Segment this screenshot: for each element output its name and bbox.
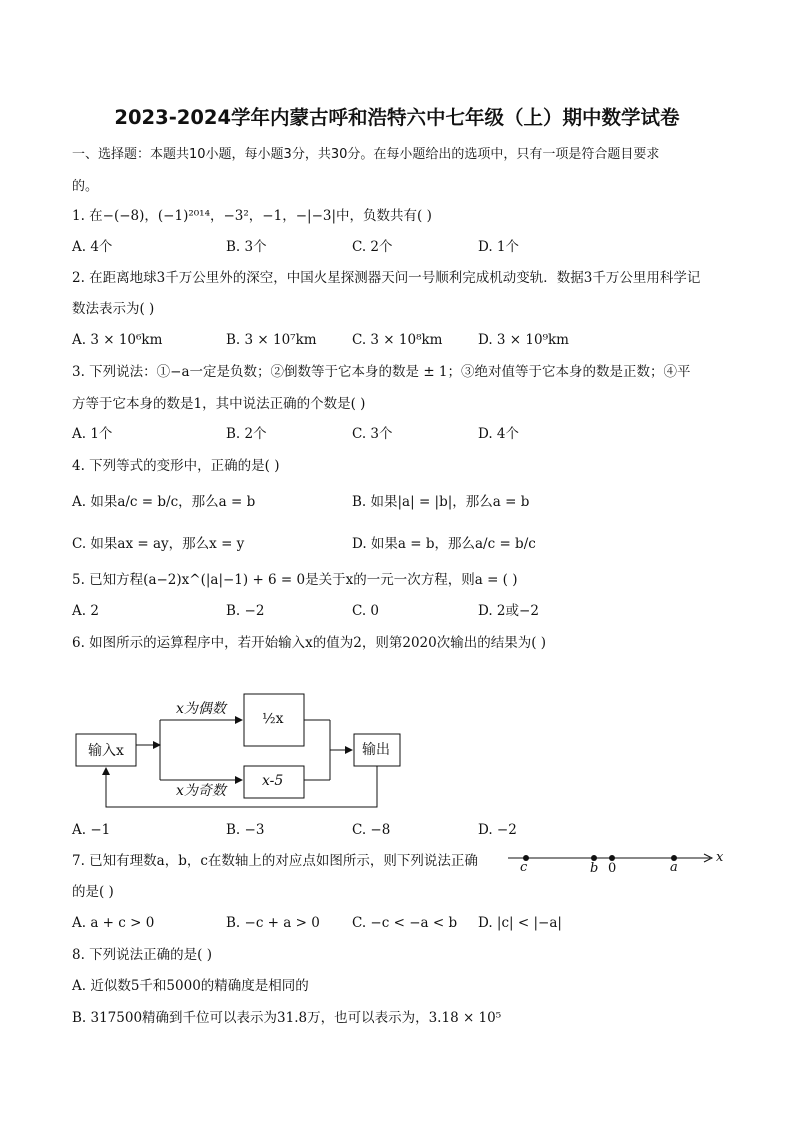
odd-box-text: x-5 bbox=[262, 773, 284, 789]
label-x: x bbox=[716, 850, 724, 865]
q5-stem: 5. 已知方程(a−2)x^(|a|−1) + 6 = 0是关于x的一元一次方程，则a = ( ) bbox=[72, 572, 518, 588]
number-line bbox=[500, 846, 740, 882]
q7-option-c[interactable]: C. −c < −a < b bbox=[352, 915, 458, 931]
q7-stem-cont: 的是( ) bbox=[72, 884, 114, 900]
arrow-loop bbox=[106, 766, 377, 807]
q5-option-b[interactable]: B. −2 bbox=[226, 603, 265, 619]
q8-option-b[interactable]: B. 317500精确到千位可以表示为31.8万，也可以表示为，3.18 × 10⁵ bbox=[72, 1010, 502, 1026]
q1-stem: 1. 在−(−8)，(−1)²⁰¹⁴，−3²，−1，−|−3|中，负数共有( ) bbox=[72, 208, 432, 224]
q4-option-c[interactable]: C. 如果ax = ay，那么x = y bbox=[72, 536, 245, 552]
q8-stem: 8. 下列说法正确的是( ) bbox=[72, 947, 212, 963]
q1-option-b[interactable]: B. 3个 bbox=[226, 239, 267, 255]
q6-stem: 6. 如图所示的运算程序中，若开始输入x的值为2，则第2020次输出的结果为( ) bbox=[72, 635, 547, 651]
label-b: b bbox=[590, 861, 599, 876]
output-label: 输出 bbox=[362, 742, 390, 758]
q2-option-c[interactable]: C. 3 × 10⁸km bbox=[352, 332, 443, 348]
q2-stem: 2. 在距离地球3千万公里外的深空，中国火星探测器天问一号顺利完成机动变轨．数据3千万公里用科学记 bbox=[72, 270, 701, 286]
q1-option-d[interactable]: D. 1个 bbox=[478, 239, 520, 255]
q4-option-d[interactable]: D. 如果a = b，那么a/c = b/c bbox=[352, 536, 536, 552]
q2-stem-cont: 数法表示为( ) bbox=[72, 301, 155, 317]
q6-option-d[interactable]: D. −2 bbox=[478, 822, 517, 838]
q2-option-b[interactable]: B. 3 × 10⁷km bbox=[226, 332, 317, 348]
q6-option-a[interactable]: A. −1 bbox=[72, 822, 111, 838]
q7-option-a[interactable]: A. a + c > 0 bbox=[72, 915, 155, 931]
q3-option-d[interactable]: D. 4个 bbox=[478, 426, 520, 442]
q7-option-b[interactable]: B. −c + a > 0 bbox=[226, 915, 320, 931]
label-zero: 0 bbox=[608, 861, 617, 876]
q3-stem-cont: 方等于它本身的数是1，其中说法正确的个数是( ) bbox=[72, 396, 366, 412]
q5-option-a[interactable]: A. 2 bbox=[72, 603, 99, 619]
input-label: 输入x bbox=[88, 743, 124, 759]
q6-option-b[interactable]: B. −3 bbox=[226, 822, 265, 838]
q3-option-a[interactable]: A. 1个 bbox=[72, 426, 113, 442]
q1-option-a[interactable]: A. 4个 bbox=[72, 239, 113, 255]
q3-stem: 3. 下列说法：①−a一定是负数；②倒数等于它本身的数是 ± 1；③绝对值等于它本身的数是正数；④平 bbox=[72, 364, 691, 380]
q2-option-a[interactable]: A. 3 × 10⁶km bbox=[72, 332, 163, 348]
even-label: x为偶数 bbox=[176, 701, 226, 717]
page-title: 2023-2024学年内蒙古呼和浩特六中七年级（上）期中数学试卷 bbox=[114, 106, 680, 129]
q3-option-c[interactable]: C. 3个 bbox=[352, 426, 393, 442]
q3-option-b[interactable]: B. 2个 bbox=[226, 426, 267, 442]
q4-option-b[interactable]: B. 如果|a| = |b|，那么a = b bbox=[352, 494, 530, 510]
label-c: c bbox=[520, 860, 528, 875]
q5-option-c[interactable]: C. 0 bbox=[352, 603, 380, 619]
q7-option-d[interactable]: D. |c| < |−a| bbox=[478, 915, 562, 931]
q2-option-d[interactable]: D. 3 × 10⁹km bbox=[478, 332, 569, 348]
odd-label: x为奇数 bbox=[176, 783, 226, 799]
q4-stem: 4. 下列等式的变形中，正确的是( ) bbox=[72, 458, 280, 474]
q7-stem: 7. 已知有理数a，b，c在数轴上的对应点如图所示，则下列说法正确 bbox=[72, 853, 478, 869]
q6-option-c[interactable]: C. −8 bbox=[352, 822, 391, 838]
section-heading: 一、选择题：本题共10小题，每小题3分，共30分。在每小题给出的选项中，只有一项是符合题目要求 bbox=[72, 147, 660, 162]
even-box-text: ½x bbox=[262, 711, 284, 727]
q5-option-d[interactable]: D. 2或−2 bbox=[478, 603, 539, 619]
q4-option-a[interactable]: A. 如果a/c = b/c，那么a = b bbox=[72, 494, 256, 510]
q8-option-a[interactable]: A. 近似数5千和5000的精确度是相同的 bbox=[72, 978, 309, 994]
label-a: a bbox=[670, 860, 678, 875]
q1-option-c[interactable]: C. 2个 bbox=[352, 239, 393, 255]
section-heading-cont: 的。 bbox=[72, 179, 99, 194]
